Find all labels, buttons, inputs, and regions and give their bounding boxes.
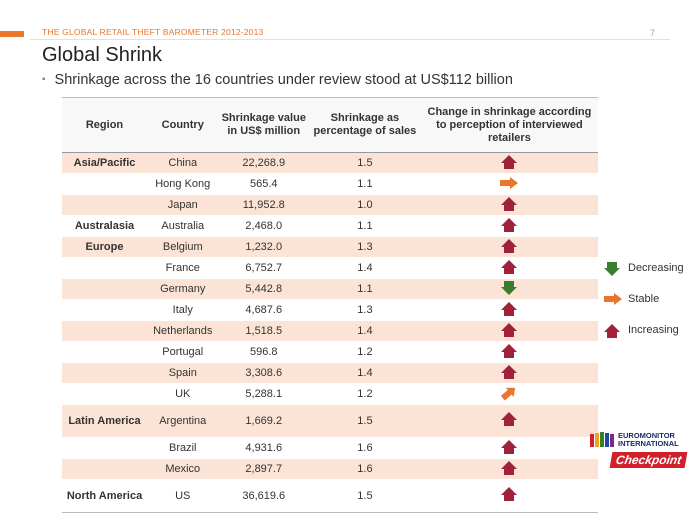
legend-item-decreasing — [604, 262, 684, 276]
region-cell: North America — [62, 480, 147, 513]
increasing-arrow-icon — [501, 197, 517, 214]
value-cell: 1,669.2 — [219, 405, 310, 438]
value-cell: 1,518.5 — [219, 321, 310, 342]
increasing-arrow-icon — [501, 239, 517, 256]
column-header-change: Change in shrinkage according to perception of interviewed retailers — [421, 98, 598, 153]
bullet-icon: ▪ — [42, 74, 46, 85]
value-cell: 5,288.1 — [219, 384, 310, 405]
region-cell — [62, 300, 147, 321]
value-cell: 3,308.6 — [219, 363, 310, 384]
increasing-arrow-icon — [501, 344, 517, 361]
column-header-value: Shrinkage value in US$ million — [219, 98, 310, 153]
country-cell: France — [147, 258, 218, 279]
country-cell: Mexico — [147, 459, 218, 480]
change-cell — [421, 300, 598, 321]
increasing-arrow-icon — [501, 412, 517, 430]
increasing-arrow-icon — [501, 365, 517, 382]
table-row — [62, 459, 598, 480]
column-header-percentage: Shrinkage as percentage of sales — [309, 98, 421, 153]
percentage-cell: 1.6 — [309, 459, 421, 480]
table-row — [62, 405, 598, 438]
percentage-cell: 1.0 — [309, 195, 421, 216]
increasing-arrow-icon — [501, 218, 517, 235]
table-row — [62, 480, 598, 513]
percentage-cell: 1.2 — [309, 384, 421, 405]
country-cell: Portugal — [147, 342, 218, 363]
decreasing-arrow-icon — [604, 262, 620, 276]
change-cell — [421, 363, 598, 384]
increasing-arrow-icon — [501, 302, 517, 319]
checkpoint-logo: Checkpoint — [610, 452, 688, 468]
value-cell: 565.4 — [219, 174, 310, 195]
increasing-arrow-icon — [501, 440, 517, 457]
table-row — [62, 384, 598, 405]
percentage-cell: 1.3 — [309, 237, 421, 258]
table-body — [62, 153, 598, 513]
percentage-cell: 1.4 — [309, 363, 421, 384]
table-row — [62, 174, 598, 195]
value-cell: 4,687.6 — [219, 300, 310, 321]
country-cell: Belgium — [147, 237, 218, 258]
increasing-arrow-icon — [501, 323, 517, 340]
percentage-cell: 1.1 — [309, 216, 421, 237]
percentage-cell: 1.3 — [309, 300, 421, 321]
country-cell: UK — [147, 384, 218, 405]
region-cell: Asia/Pacific — [62, 153, 147, 174]
bullet-text: Shrinkage across the 16 countries under review stood at US$112 billion — [54, 72, 513, 88]
table-row — [62, 438, 598, 459]
increasing-arrow-icon — [501, 461, 517, 478]
table-row — [62, 195, 598, 216]
percentage-cell: 1.1 — [309, 174, 421, 195]
country-cell: Netherlands — [147, 321, 218, 342]
stable-arrow-icon — [500, 177, 518, 192]
table-row — [62, 363, 598, 384]
percentage-cell: 1.4 — [309, 258, 421, 279]
region-cell — [62, 279, 147, 300]
region-cell — [62, 384, 147, 405]
table-row — [62, 258, 598, 279]
percentage-cell: 1.5 — [309, 405, 421, 438]
value-cell: 1,232.0 — [219, 237, 310, 258]
decreasing-arrow-icon — [501, 281, 517, 298]
legend-label-stable: Stable — [628, 293, 660, 305]
value-cell: 22,268.9 — [219, 153, 310, 174]
change-cell — [421, 321, 598, 342]
legend-item-stable — [604, 293, 660, 305]
table-row — [62, 342, 598, 363]
column-header-country: Country — [147, 98, 218, 153]
country-cell: Australia — [147, 216, 218, 237]
change-cell — [421, 237, 598, 258]
change-cell — [421, 480, 598, 513]
region-cell: Europe — [62, 237, 147, 258]
percentage-cell: 1.1 — [309, 279, 421, 300]
legend-label-increasing: Increasing — [628, 324, 679, 336]
table-row — [62, 321, 598, 342]
country-cell: US — [147, 480, 218, 513]
table-row — [62, 237, 598, 258]
region-cell — [62, 363, 147, 384]
change-cell — [421, 216, 598, 237]
percentage-cell: 1.2 — [309, 342, 421, 363]
value-cell: 11,952.8 — [219, 195, 310, 216]
change-cell — [421, 438, 598, 459]
table-row — [62, 153, 598, 174]
change-cell — [421, 195, 598, 216]
accent-bar — [0, 31, 24, 37]
shrinkage-table — [62, 97, 598, 513]
table-row — [62, 279, 598, 300]
country-cell: Argentina — [147, 405, 218, 438]
region-cell: Latin America — [62, 405, 147, 438]
country-cell: Germany — [147, 279, 218, 300]
euromonitor-logo-text: EUROMONITOR INTERNATIONAL — [618, 431, 679, 448]
region-cell — [62, 321, 147, 342]
value-cell: 2,897.7 — [219, 459, 310, 480]
increasing-arrow-icon — [501, 155, 517, 172]
column-header-region: Region — [62, 98, 147, 153]
increasing-arrow-icon — [604, 324, 620, 338]
percentage-cell: 1.4 — [309, 321, 421, 342]
country-cell: Spain — [147, 363, 218, 384]
region-cell — [62, 258, 147, 279]
percentage-cell: 1.5 — [309, 153, 421, 174]
increasing-arrow-icon — [501, 487, 517, 505]
increasing-arrow-icon — [501, 260, 517, 277]
country-cell: Italy — [147, 300, 218, 321]
stable-arrow-icon — [604, 293, 622, 305]
change-cell — [421, 384, 598, 405]
change-cell — [421, 342, 598, 363]
value-cell: 36,619.6 — [219, 480, 310, 513]
change-cell — [421, 153, 598, 174]
region-cell — [62, 438, 147, 459]
region-cell: Australasia — [62, 216, 147, 237]
country-cell: Brazil — [147, 438, 218, 459]
change-cell — [421, 279, 598, 300]
stable-arrow-icon — [501, 385, 517, 404]
value-cell: 6,752.7 — [219, 258, 310, 279]
percentage-cell: 1.5 — [309, 480, 421, 513]
country-cell: China — [147, 153, 218, 174]
country-cell: Japan — [147, 195, 218, 216]
change-cell — [421, 258, 598, 279]
change-cell — [421, 405, 598, 438]
header-divider — [30, 39, 670, 40]
value-cell: 4,931.6 — [219, 438, 310, 459]
value-cell: 2,468.0 — [219, 216, 310, 237]
region-cell — [62, 459, 147, 480]
bullet-point — [42, 72, 513, 88]
page-number: 7 — [650, 28, 656, 38]
change-cell — [421, 459, 598, 480]
value-cell: 5,442.8 — [219, 279, 310, 300]
region-cell — [62, 195, 147, 216]
table-row — [62, 216, 598, 237]
page-title: Global Shrink — [42, 44, 163, 66]
change-cell — [421, 174, 598, 195]
country-cell: Hong Kong — [147, 174, 218, 195]
report-supertitle: THE GLOBAL RETAIL THEFT BAROMETER 2012-2013 — [42, 27, 264, 37]
legend-item-increasing — [604, 324, 679, 338]
table-row — [62, 300, 598, 321]
value-cell: 596.8 — [219, 342, 310, 363]
region-cell — [62, 174, 147, 195]
region-cell — [62, 342, 147, 363]
table-header-row — [62, 98, 598, 153]
percentage-cell: 1.6 — [309, 438, 421, 459]
legend-label-decreasing: Decreasing — [628, 262, 684, 274]
